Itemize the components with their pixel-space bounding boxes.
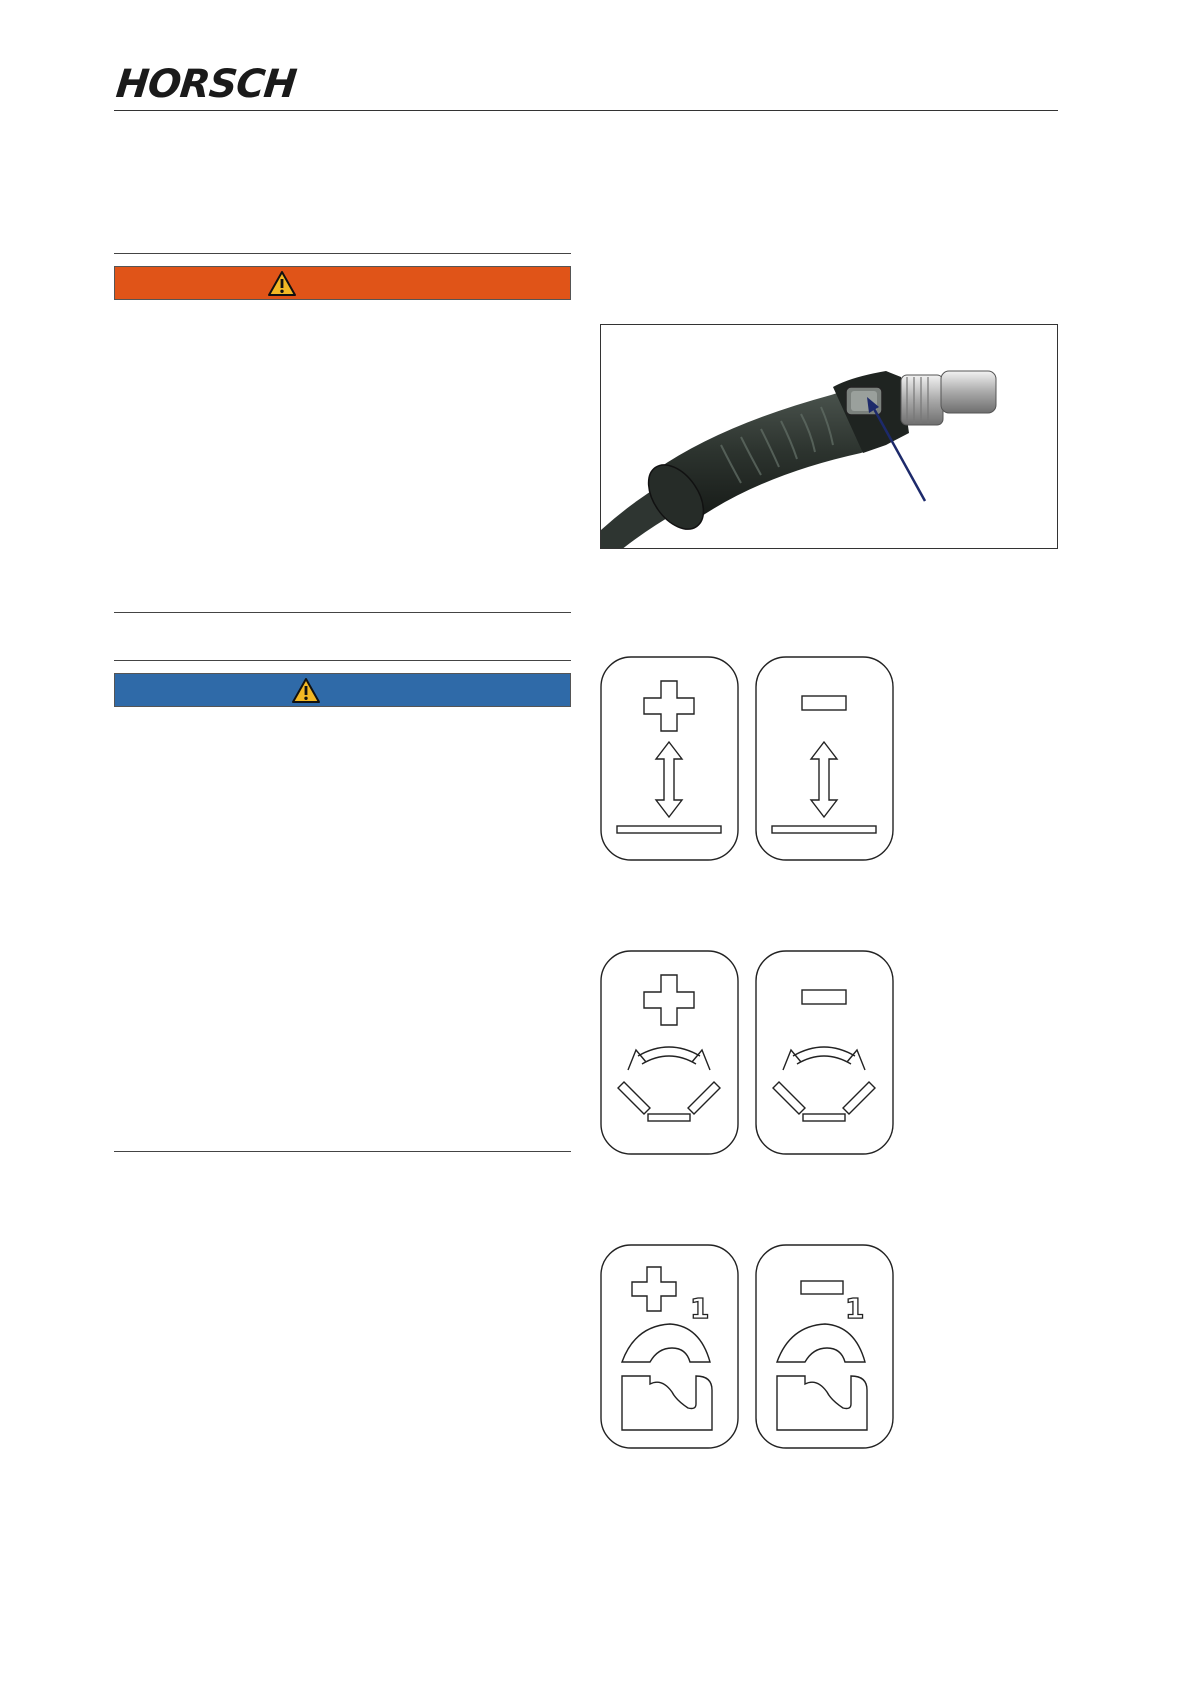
handle-photo-frame xyxy=(600,324,1058,549)
handle-plug-button-photo xyxy=(601,325,1058,549)
symbol-pair-angle xyxy=(600,950,900,1160)
warning-signal-bar xyxy=(114,266,571,300)
symbol-pair-height xyxy=(600,656,900,866)
caution-top-rule xyxy=(114,660,571,661)
rotate-minus-button[interactable] xyxy=(755,1244,895,1450)
warning-triangle-icon xyxy=(291,677,321,704)
height-minus-button[interactable] xyxy=(755,656,895,862)
warning-top-rule xyxy=(114,253,571,254)
angle-plus-button[interactable] xyxy=(600,950,740,1156)
caution-signal-bar xyxy=(114,673,571,707)
header-rule xyxy=(114,110,1058,111)
caution-bottom-rule xyxy=(114,1151,571,1152)
warning-triangle-icon xyxy=(267,270,297,297)
symbol-pair-rotate xyxy=(600,1244,900,1454)
index-label: 1 xyxy=(690,1292,710,1325)
horsch-logo: HORSCH xyxy=(114,62,298,107)
angle-minus-button[interactable] xyxy=(755,950,895,1156)
rotate-plus-button[interactable] xyxy=(600,1244,740,1450)
height-plus-button[interactable] xyxy=(600,656,740,862)
warning-bottom-rule xyxy=(114,612,571,613)
index-label: 1 xyxy=(845,1292,865,1325)
